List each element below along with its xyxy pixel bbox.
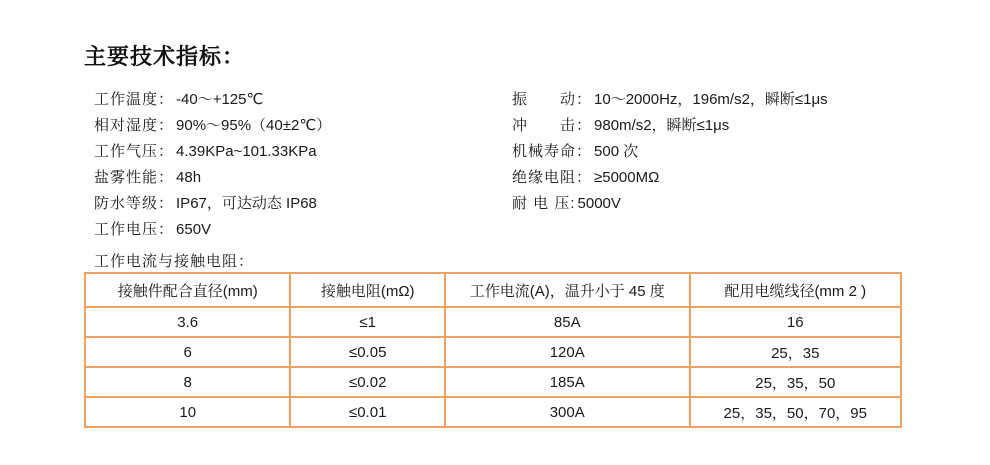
column-header-cable-gauge: 配用电缆线径(mm 2 ) — [690, 273, 901, 307]
column-header-contact-resistance: 接触电阻(mΩ) — [290, 273, 445, 307]
table-cell: 10 — [85, 397, 290, 427]
table-cell: 185A — [445, 367, 690, 397]
table-cell: 25，35，50，70，95 — [690, 397, 901, 427]
spec-item-insulation-resistance — [512, 168, 828, 194]
spec-label: 冲 击： — [512, 117, 593, 134]
table-cell: 85A — [445, 307, 690, 337]
spec-label: 绝缘电阻： — [512, 169, 593, 186]
spec-label: 工作温度： — [94, 91, 175, 108]
spec-value: -40～+125℃ — [176, 91, 264, 108]
column-header-working-current: 工作电流(A)，温升小于 45 度 — [445, 273, 690, 307]
table-cell: 300A — [445, 397, 690, 427]
table-cell: 16 — [690, 307, 901, 337]
spec-label: 工作气压： — [94, 143, 175, 160]
table-cell: ≤1 — [290, 307, 445, 337]
table-cell: ≤0.02 — [290, 367, 445, 397]
spec-label: 相对湿度： — [94, 117, 175, 134]
spec-label: 机械寿命： — [512, 143, 593, 160]
spec-item-shock — [512, 116, 828, 142]
spec-item-mechanical-life — [512, 142, 828, 168]
spec-value: 5000V — [577, 195, 621, 212]
table-cell: 8 — [85, 367, 290, 397]
table-row — [85, 397, 901, 427]
spec-item-vibration — [512, 90, 828, 116]
spec-value: 650V — [176, 221, 212, 238]
table-cell: ≤0.01 — [290, 397, 445, 427]
table-header-row — [85, 273, 901, 307]
spec-value: IP67，可达动态 IP68 — [176, 195, 317, 212]
table-cell: 25，35，50 — [690, 367, 901, 397]
table-cell: ≤0.05 — [290, 337, 445, 367]
spec-value: 90%～95%（40±2℃） — [176, 117, 332, 134]
spec-item-salt-spray — [94, 168, 331, 194]
spec-list-left — [94, 90, 331, 246]
spec-item-waterproof-grade — [94, 194, 331, 220]
page-title: 主要技术指标： — [84, 44, 246, 69]
spec-item-working-temperature — [94, 90, 331, 116]
spec-value: ≥5000MΩ — [594, 169, 660, 186]
spec-label: 工作电压： — [94, 221, 175, 238]
table-caption: 工作电流与接触电阻： — [94, 253, 255, 270]
spec-list-right — [512, 90, 828, 220]
table-row — [85, 337, 901, 367]
spec-value: 48h — [176, 169, 202, 186]
current-resistance-table — [84, 272, 902, 428]
spec-label: 耐 电 压: — [512, 195, 576, 212]
table-row — [85, 307, 901, 337]
table-cell: 6 — [85, 337, 290, 367]
column-header-contact-diameter: 接触件配合直径(mm) — [85, 273, 290, 307]
spec-value: 10～2000Hz，196m/s2，瞬断≤1μs — [594, 91, 828, 108]
spec-label: 防水等级： — [94, 195, 175, 212]
spec-value: 980m/s2，瞬断≤1μs — [594, 117, 730, 134]
spec-item-working-pressure — [94, 142, 331, 168]
spec-item-relative-humidity — [94, 116, 331, 142]
spec-label: 振 动： — [512, 91, 593, 108]
spec-item-working-voltage — [94, 220, 331, 246]
table-cell: 25，35 — [690, 337, 901, 367]
table-row — [85, 367, 901, 397]
spec-label: 盐雾性能： — [94, 169, 175, 186]
table-cell: 3.6 — [85, 307, 290, 337]
spec-value: 4.39KPa~101.33KPa — [176, 143, 317, 160]
table-cell: 120A — [445, 337, 690, 367]
spec-value: 500 次 — [594, 143, 639, 160]
spec-item-withstand-voltage — [512, 194, 828, 220]
